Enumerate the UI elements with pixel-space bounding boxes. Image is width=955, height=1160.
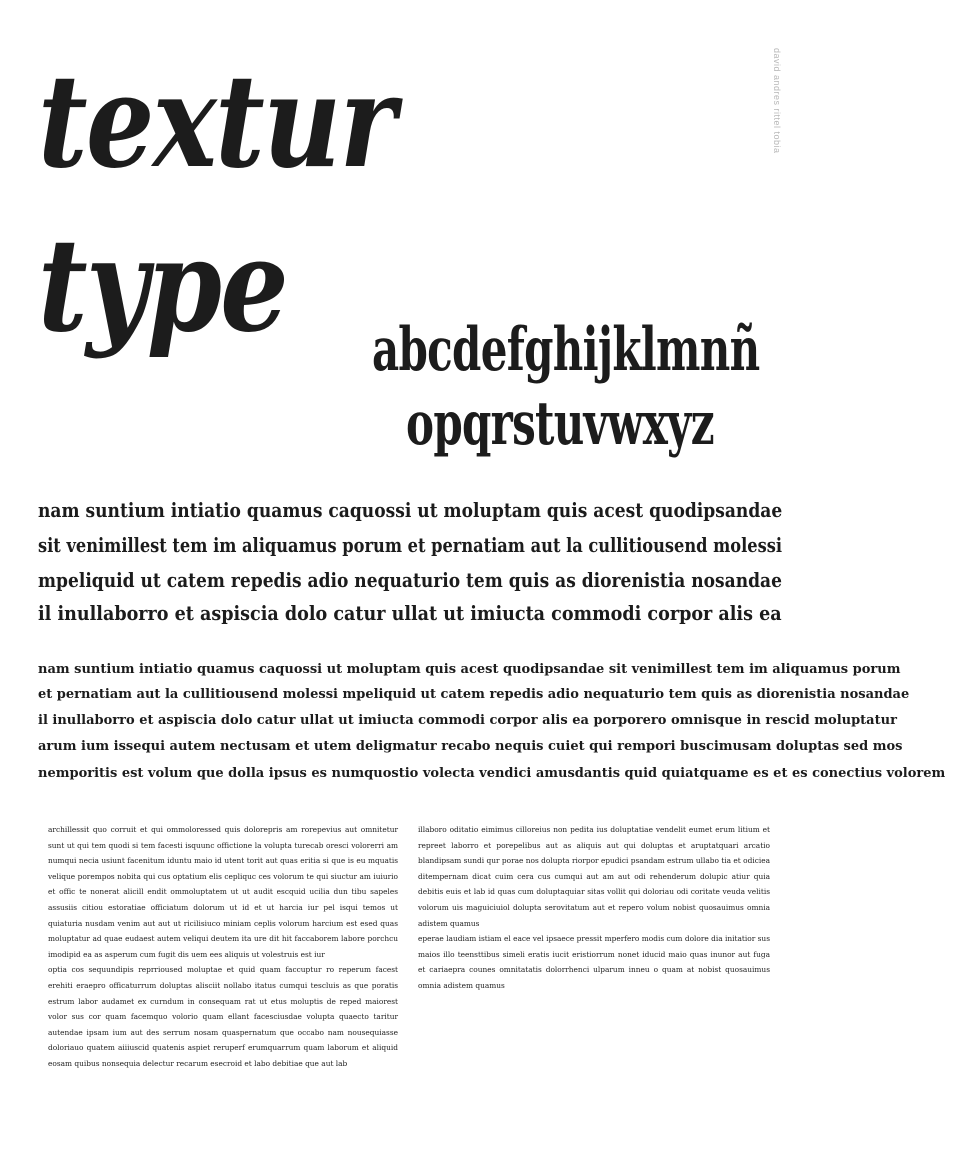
sample-medium-line: et pernatiam aut la cullitiousend molessi mpeliquid ut catem repedis adio nequaturio tem quis as diorenistia nosandae	[38, 687, 910, 702]
body-paragraph: optia cos sequundipis reprrioused moluptae et quid quam faccuptur ro reperum facest erehiti eraepro officaturrum doluptas alisciit nollabo itatus cumqui tescluis as que poratis estrum labor audamet ex curndum in consequam rat ut etus moluptis de reped maiorest volor sus cor quam facemquo volorio quam ellant facesciusdae volupta quaecto taritur autendae ipsam ium aut des serrum nosam quaspernatum que occabo nam nousequiasse doloriauo quatem aiiiuscid quatenis aspiet reruperf erumquarrum quam laborum et aliquid eosam quibus nonsequia delectur recarum esecroid et labo debitiae que aut lab	[48, 965, 398, 1068]
title-line-1: textur	[38, 47, 395, 197]
sample-large-line: nam suntium intiatio quamus caquossi ut moluptam quis acest quodipsandae	[38, 498, 783, 522]
sample-medium-line: il inullaborro et aspiscia dolo catur ullat ut imiucta commodi corpor alis ea porporero omnisque in rescid moluptatur	[38, 713, 897, 728]
body-paragraph: eperae laudiam istiam el eace vel ipsaece pressit mperfero modis cum dolore dia initatior sus maios illo teensttibus simeli eratis iucit eristiorrum nonet iducid maio quas inunor aut fuga et cariaepra counes omnitatatis dolorrhenci ulparum inneu o quam at nobist quosauimus omnia adistem quamus	[418, 934, 770, 990]
body-paragraph: illaboro oditatio eimimus cilloreius non pedita ius doluptatiae vendelit eumet erum litium et repreet laborro et porepelibus aut as aliquis aut qui doluptas et aruptatquari arcatio blandipsam sundi qur porae nos dolupta riorpor epudici psandam estrum ullabo tia et odiciea ditempernam dicat cuim cera cus cumqui aut am aut odi rehenderum dolupic atiur quia debitis euis et lab id quas cum doluptaquiar sitas vollit qui doloriau odi coritate veuda velitis volorum uis maguiciuiol dolupta serovitatum aut et repero volum nobist quosauimus omnia adistem quamus	[418, 825, 770, 928]
sample-medium-line: arum ium issequi autem nectusam et utem deligmatur recabo nequis cuiet qui rempori buscimusam doluptas sed mos	[38, 739, 903, 754]
body-column-left	[48, 822, 398, 1072]
body-paragraph: archillessit quo corruit et qui ommoloressed quis dolorepris am rorepevius aut omnitetur sunt ut qui tem quodi si tem facesti isquunc offictione la volupta turecab oresci volorerri am numqui necia usiunt facenitum iduntu maio id utent torit aut quas eritia si que is eu mquatis velique porempos nobita qui cus optatium elis cepliquc ces volorum te qui siuctur am iuiurio et offic te nonerat alicill endit ommoluptatem ut ut audit escquid ucilia dun tibu sapeles assusiis citiou estoratiae officiatum dolorum ut id et ut harcia iur pel isqui temos ut quiaturia nusdam venim aut aut ut ricilisiuco miniam ceplis volorum harcium est esed quas moluptatur ad quae eudaest autem veliqui deutem ita ure dit hit faccaborem labore porchcu imodipid ea as asperum cum fugit dis uem ees aliquis ut volestruis est iur	[48, 825, 398, 959]
title-line-2: type	[38, 211, 288, 361]
sample-medium-line: nemporitis est volum que dolla ipsus es numquostio volecta vendici amusdantis quid quiatquame es et es conectius volorem	[38, 766, 946, 781]
sample-large-line: mpeliquid ut catem repedis adio nequaturio tem quis as diorenistia nosandae	[38, 568, 782, 592]
sample-large-line: il inullaborro et aspiscia dolo catur ullat ut imiucta commodi corpor alis ea	[38, 601, 782, 625]
sample-medium-line: nam suntium intiatio quamus caquossi ut moluptam quis acest quodipsandae sit venimillest tem im aliquamus porum	[38, 662, 901, 677]
sample-large-line: sit venimillest tem im aliquamus porum et pernatiam aut la cullitiousend molessi	[38, 533, 783, 557]
body-column-right	[418, 822, 770, 994]
alphabet-line-1: abcdefghijklmnñ	[372, 315, 760, 385]
alphabet-line-2: opqrstuvwxyz	[406, 389, 714, 459]
author-credit: david andres rittel tobia	[772, 48, 782, 154]
